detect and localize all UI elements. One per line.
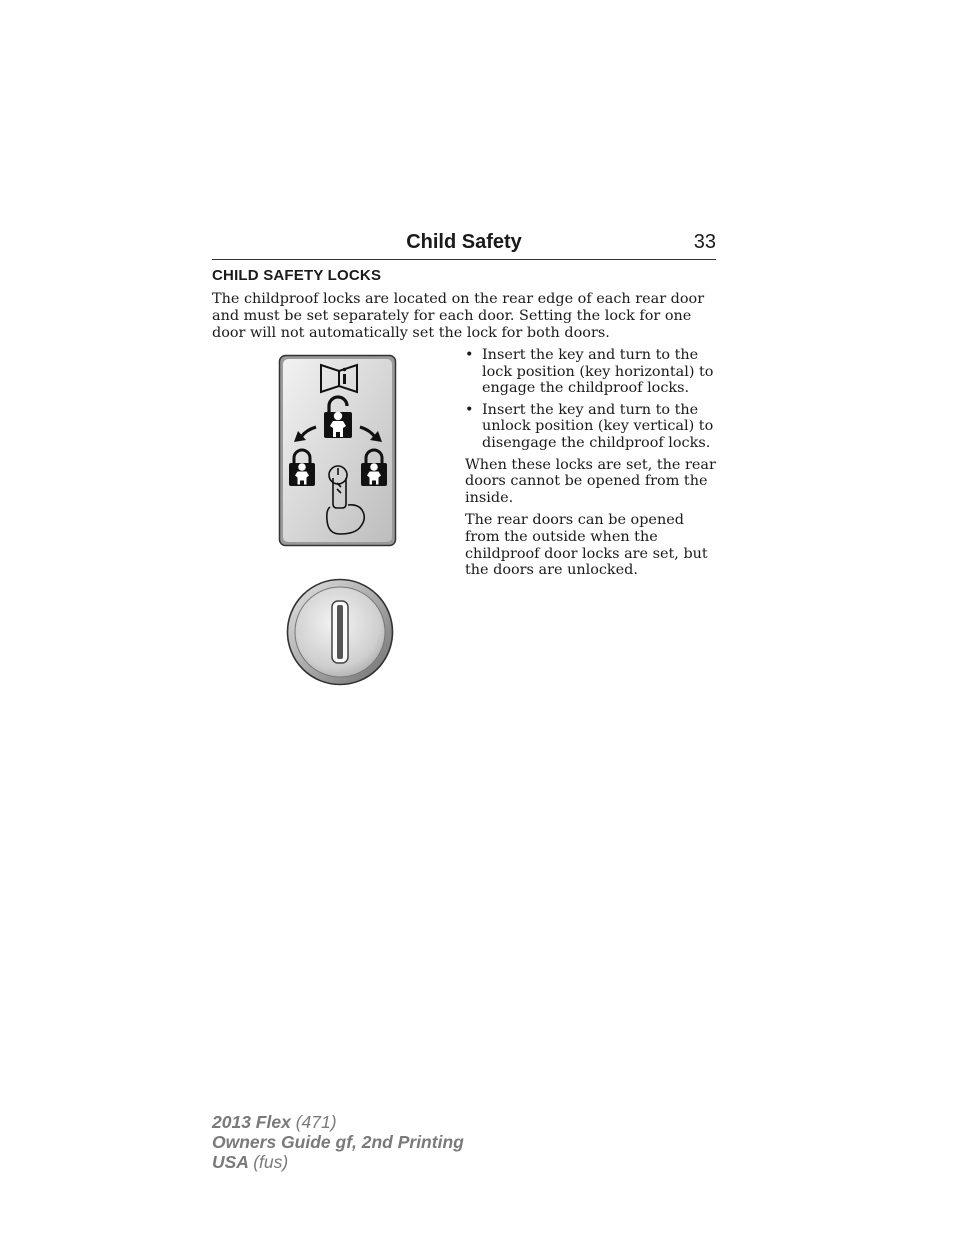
page-number: 33 [693,231,716,253]
footer-model: 2013 Flex [212,1112,291,1132]
bullet-glyph: • [465,401,474,418]
section-heading: CHILD SAFETY LOCKS [212,267,382,284]
lock-cylinder-illustration [285,577,396,688]
bullet-text: Insert the key and turn to the unlock position (key vertical) to disengage the childproof locks. [482,401,714,451]
bullet-glyph: • [465,347,474,363]
page-title: Child Safety [406,231,522,253]
footer-model-code: (471) [295,1112,337,1132]
body-paragraph: When these locks are set, the rear doors cannot be opened from the inside. [465,456,716,506]
footer-guide: Owners Guide gf, 2nd Printing [212,1132,464,1152]
footer-region: USA [212,1152,249,1172]
page-header [212,229,716,260]
body-paragraph: The rear doors can be opened from the outside when the childproof door locks are set, but the doors are unlocked. [465,512,708,579]
list-item [465,402,717,452]
intro-paragraph: The childproof locks are located on the rear edge of each rear door and must be set separately for each door. Setting the lock for one door will not automatically set the lock for both doors. [212,291,705,341]
list-item [465,347,717,397]
page-footer [212,1112,464,1172]
child-lock-decal-illustration [278,354,398,548]
instructions-column [465,347,717,585]
bullet-list [465,347,717,452]
bullet-text: Insert the key and turn to the lock position (key horizontal) to engage the childproof locks. [482,347,714,397]
footer-region-code: (fus) [253,1152,289,1172]
